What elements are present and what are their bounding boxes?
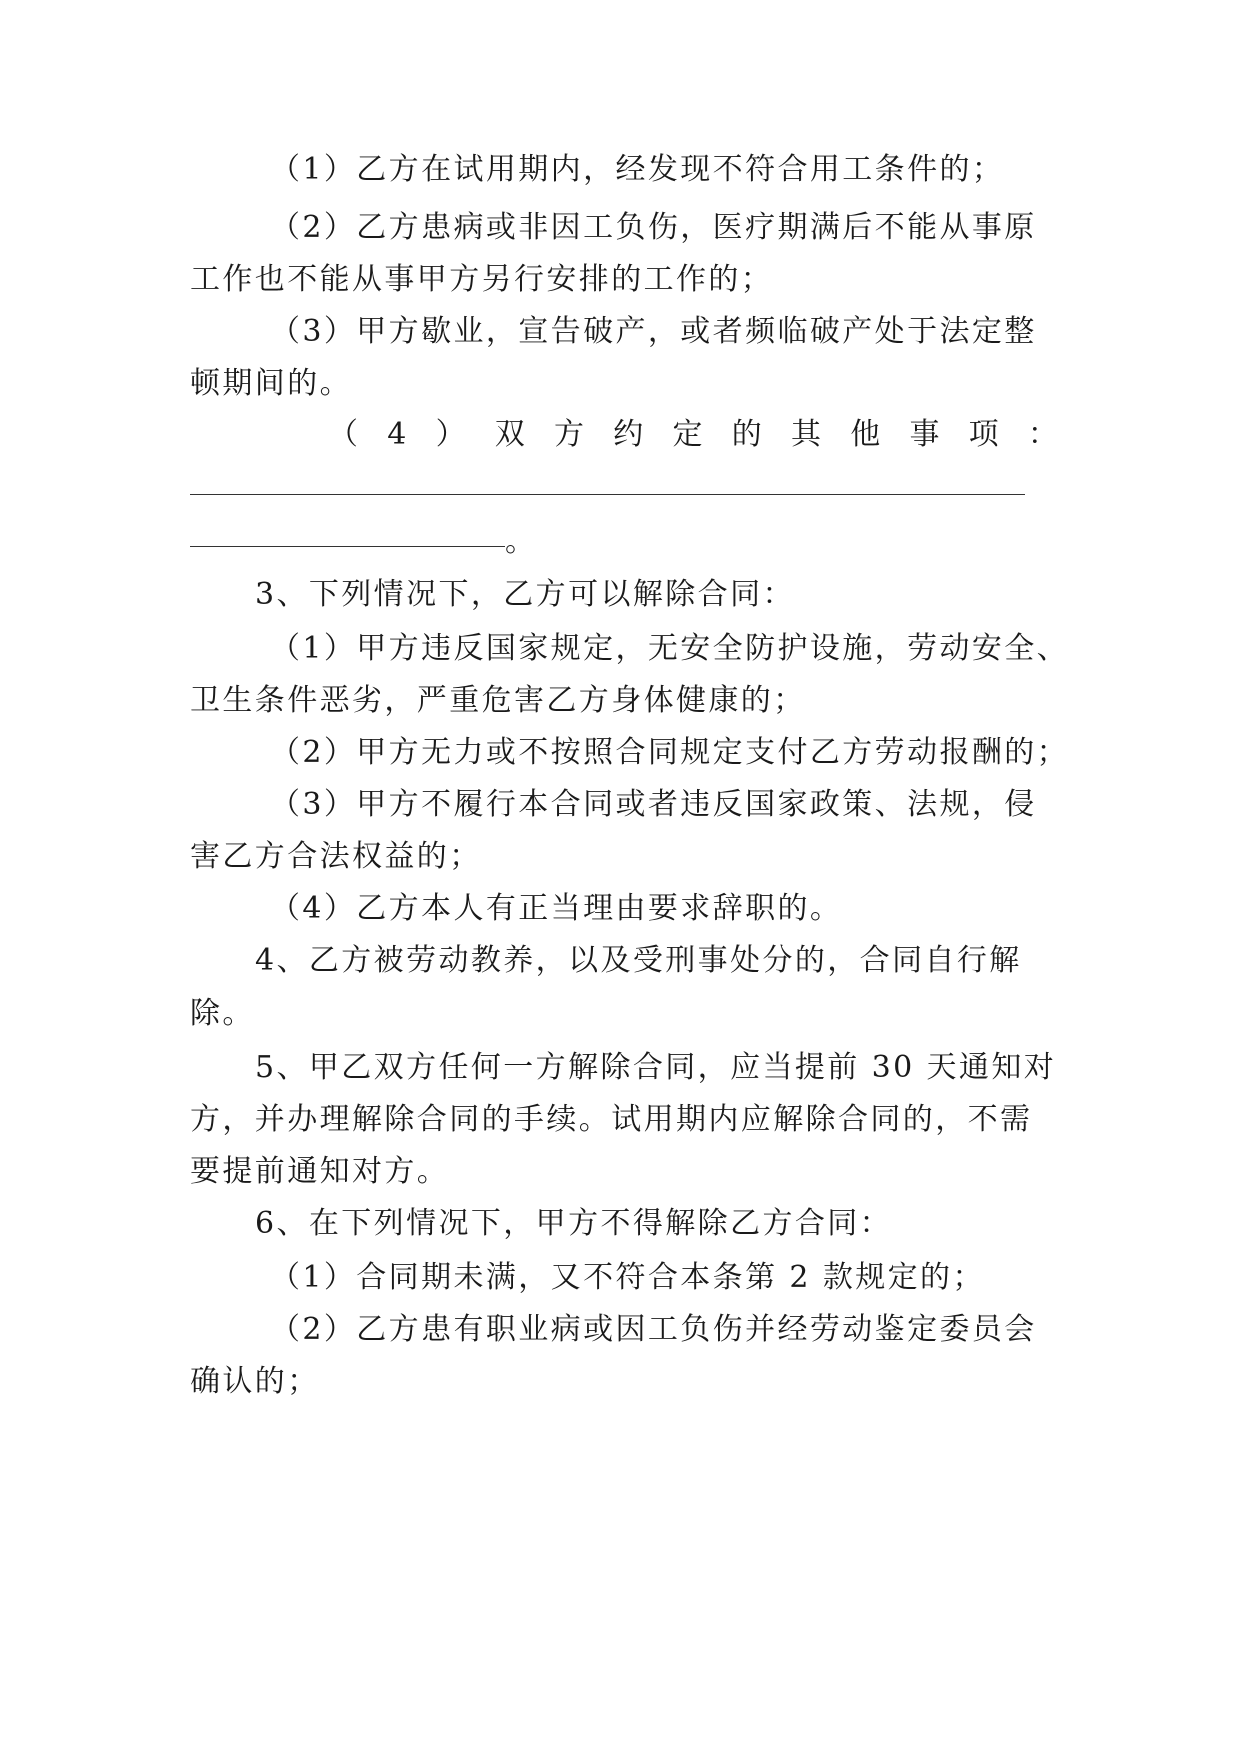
clause-4: 4、乙方被劳动教养，以及受刑事处分的，合同自行解 bbox=[255, 943, 1022, 978]
clause-2-item-4 bbox=[328, 415, 1058, 455]
justified-char: 约 bbox=[613, 417, 644, 452]
justified-char: 项 bbox=[968, 417, 999, 452]
clause-2-item-2: （2）乙方患病或非因工负伤，医疗期满后不能从事原 bbox=[270, 210, 1037, 245]
clause-6-heading: 6、在下列情况下，甲方不得解除乙方合同： bbox=[255, 1206, 893, 1241]
clause-4-cont: 除。 bbox=[190, 996, 255, 1031]
clause-3-item-3: （3）甲方不履行本合同或者违反国家政策、法规，侵 bbox=[270, 787, 1037, 822]
clause-2-item-3: （3）甲方歇业，宣告破产，或者频临破产处于法定整 bbox=[270, 314, 1037, 349]
justified-char: 事 bbox=[909, 417, 940, 452]
clause-3-item-3-cont: 害乙方合法权益的； bbox=[190, 839, 482, 874]
clause-6-item-2-cont: 确认的； bbox=[190, 1364, 320, 1399]
clause-5-cont-1: 方，并办理解除合同的手续。试用期内应解除合同的，不需 bbox=[190, 1102, 1033, 1137]
justified-char: 他 bbox=[850, 417, 881, 452]
clause-2-item-2-cont: 工作也不能从事甲方另行安排的工作的； bbox=[190, 262, 774, 297]
justified-char: 的 bbox=[731, 417, 762, 452]
justified-char: ） bbox=[435, 417, 466, 452]
justified-char: （ bbox=[328, 417, 358, 452]
clause-2-item-1: （1）乙方在试用期内，经发现不符合用工条件的； bbox=[270, 152, 1005, 187]
fill-in-blank-line-1 bbox=[190, 494, 1025, 495]
justified-char: 方 bbox=[554, 417, 585, 452]
justified-char: 4 bbox=[387, 417, 407, 452]
clause-3-item-1-cont: 卫生条件恶劣，严重危害乙方身体健康的； bbox=[190, 683, 806, 718]
clause-5: 5、甲乙双方任何一方解除合同，应当提前 30 天通知对 bbox=[255, 1050, 1057, 1085]
clause-2-item-3-cont: 顿期间的。 bbox=[190, 366, 352, 401]
justified-char: 其 bbox=[790, 417, 821, 452]
justified-char: 定 bbox=[672, 417, 703, 452]
clause-3-item-4: （4）乙方本人有正当理由要求辞职的。 bbox=[270, 891, 843, 926]
fill-in-blank-line-2 bbox=[190, 546, 505, 547]
justified-char: 双 bbox=[494, 417, 525, 452]
clause-3-item-2: （2）甲方无力或不按照合同规定支付乙方劳动报酬的； bbox=[270, 735, 1070, 770]
clause-3-heading: 3、下列情况下，乙方可以解除合同： bbox=[255, 577, 795, 612]
clause-6-item-1: （1）合同期未满，又不符合本条第 2 款规定的； bbox=[270, 1260, 985, 1295]
blank-end-mark: 。 bbox=[505, 524, 535, 559]
clause-5-cont-2: 要提前通知对方。 bbox=[190, 1154, 450, 1189]
justified-char: ： bbox=[1027, 417, 1058, 452]
clause-3-item-1: （1）甲方违反国家规定，无安全防护设施，劳动安全、 bbox=[270, 631, 1070, 666]
clause-6-item-2: （2）乙方患有职业病或因工负伤并经劳动鉴定委员会 bbox=[270, 1312, 1037, 1347]
